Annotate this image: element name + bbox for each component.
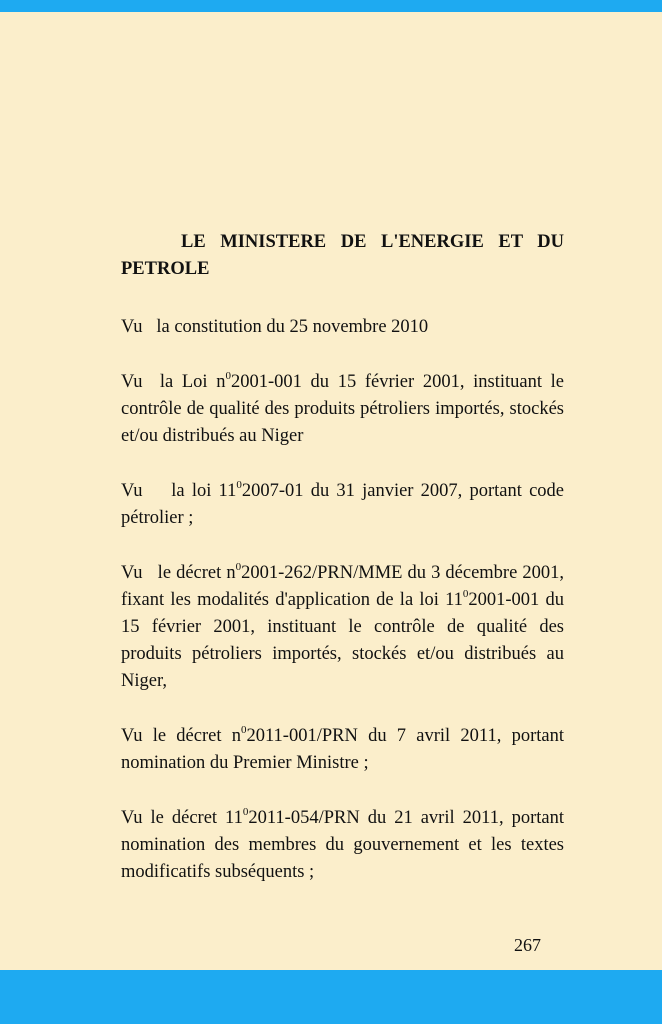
superscript: 0	[242, 805, 249, 818]
paragraph-text: Vu la constitution du 25 novembre 2010	[121, 317, 429, 337]
paragraph-text: 2011-001/PRN du 7 avril 2011, portant nomination du Premier Ministre ;	[121, 726, 564, 773]
document-body	[121, 229, 564, 886]
paragraph-text: 2001-001 du 15 février 2001, instituant le contrôle de qualité des produits pétroliers importés, stockés et/ou distribués au Niger	[121, 372, 564, 446]
paragraph-decret-2001	[121, 560, 564, 695]
paragraph-loi-2007	[121, 478, 564, 532]
top-bar	[0, 0, 662, 12]
bottom-bar	[0, 970, 662, 1024]
paragraph-text: Vu la loi 11	[121, 481, 237, 501]
superscript: 0	[240, 723, 247, 736]
superscript: 0	[225, 369, 231, 382]
paragraph-text: 2001-262/PRN/MME du 3 décembre 2001, fixant les modalités d'application de la loi 11	[121, 563, 564, 610]
paragraph-text: 2007-01 du 31 janvier 2007, portant code pétrolier ;	[121, 481, 564, 528]
superscript: 0	[236, 478, 242, 491]
paragraph-decret-2011-054	[121, 805, 564, 886]
paragraph-text: Vu la Loi n	[121, 372, 226, 392]
paragraph-text: Vu le décret n	[121, 563, 236, 583]
paragraph-loi-2001	[121, 369, 564, 450]
paragraph-text: Vu le décret n	[121, 726, 241, 746]
paragraph-constitution	[121, 314, 564, 341]
page-number: 267	[514, 935, 541, 955]
paragraph-text: 2011-054/PRN du 21 avril 2011, portant nomination des membres du gouvernement et les textes modificatifs subséquents ;	[121, 808, 564, 882]
document-title: LE MINISTERE DE L'ENERGIE ET DU PETROLE	[121, 232, 564, 279]
superscript: 0	[462, 587, 469, 600]
superscript: 0	[235, 560, 242, 573]
paragraph-decret-2011-001	[121, 723, 564, 777]
paragraph-text: Vu le décret 11	[121, 808, 243, 828]
paragraph-text: 2001-001 du 15 février 2001, instituant le contrôle de qualité des produits pétroliers importés, stockés et/ou distribués au Niger,	[121, 590, 564, 691]
